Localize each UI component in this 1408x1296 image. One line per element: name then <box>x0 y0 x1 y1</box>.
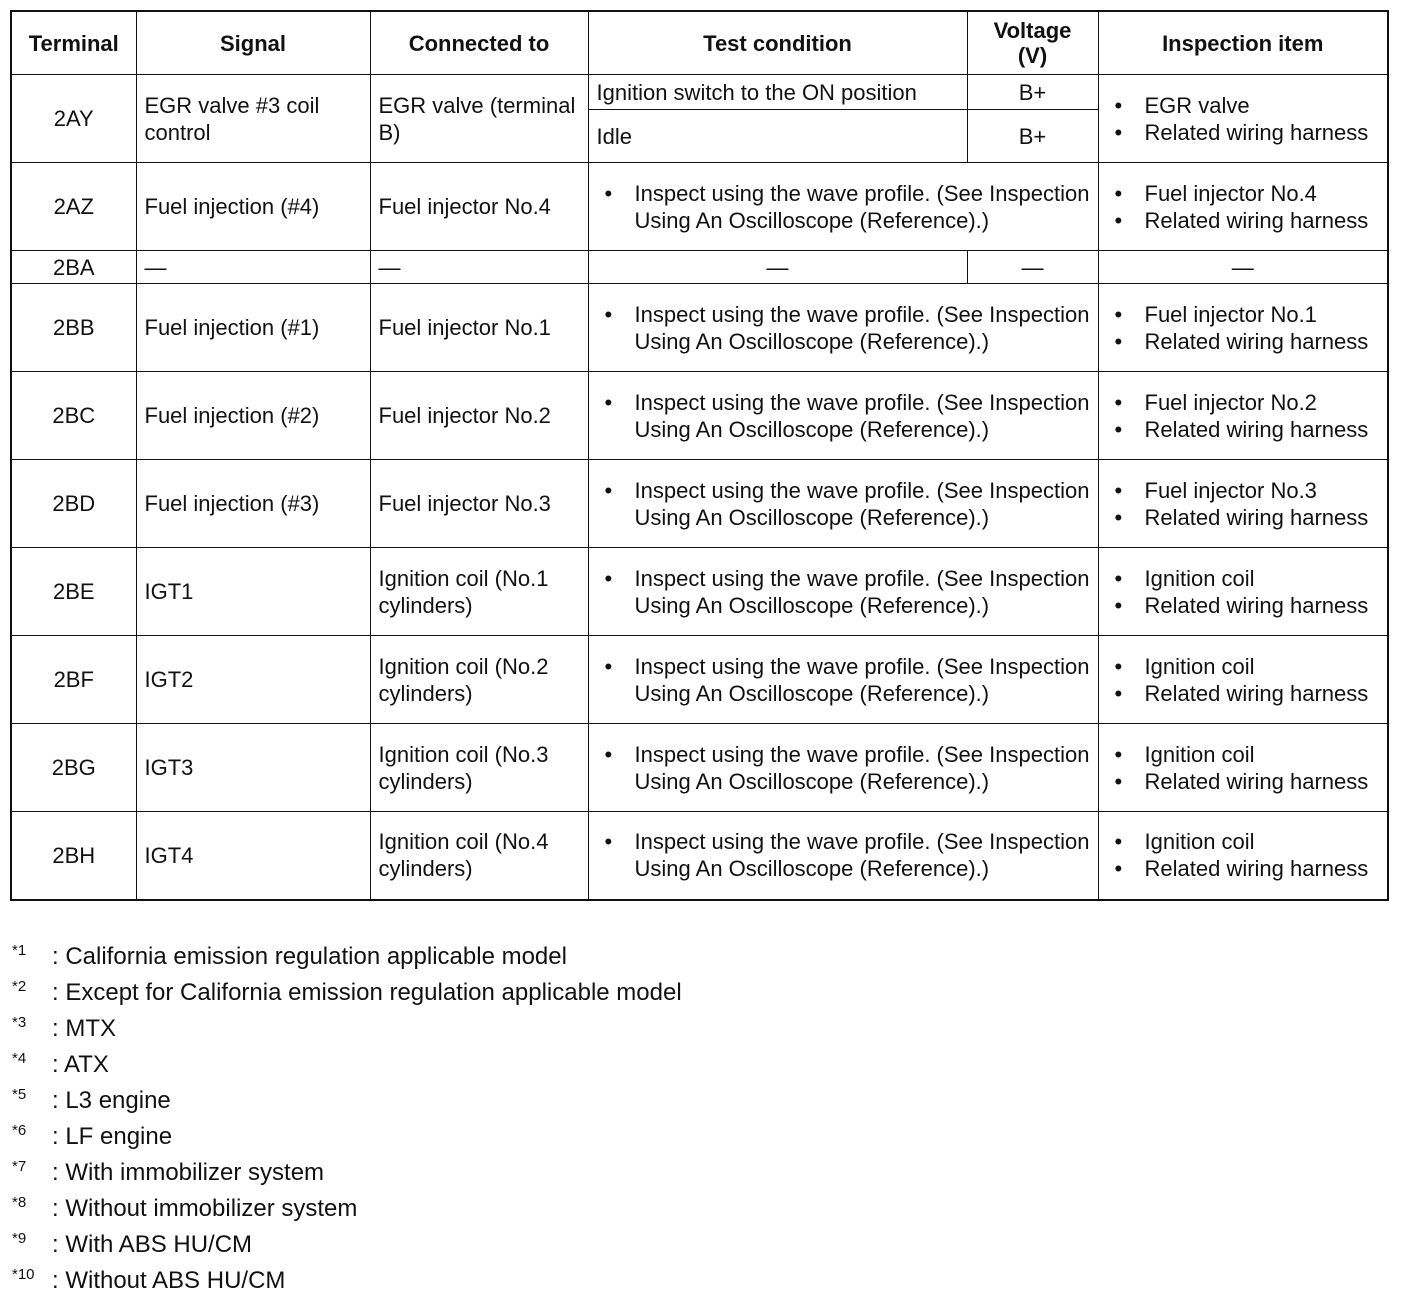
header-row <box>11 11 1388 75</box>
column-header: Terminal <box>11 11 136 75</box>
bullet-item: • Related wiring harness <box>1145 328 1380 355</box>
table-cell: Ignition coil (No.3 cylinders) <box>370 724 588 812</box>
footnote-mark: *6 <box>12 1122 27 1139</box>
table-cell <box>1098 460 1388 548</box>
footnote <box>12 1008 682 1044</box>
table-cell: Fuel injector No.1 <box>370 284 588 372</box>
table-cell: B+ <box>967 75 1098 110</box>
bullet-item: • Inspect using the wave profile. (See Inspection Using An Oscilloscope (Reference).) <box>635 741 1090 795</box>
table-cell: EGR valve (terminal B) <box>370 75 588 163</box>
footnote-text: : L3 engine <box>52 1087 171 1114</box>
footnote <box>12 1044 682 1080</box>
footnote-mark: *1 <box>12 942 27 959</box>
footnote-text: : Except for California emission regulation applicable model <box>52 979 682 1006</box>
footnote-mark: *4 <box>12 1050 27 1067</box>
bullet-item: • Related wiring harness <box>1145 680 1380 707</box>
footnote <box>12 1224 682 1260</box>
table-cell: 2BD <box>11 460 136 548</box>
table-cell: B+ <box>967 110 1098 163</box>
footnote-text: : Without ABS HU/CM <box>52 1267 286 1294</box>
table-cell: 2BH <box>11 812 136 900</box>
table-row <box>11 812 1388 900</box>
table-cell: IGT3 <box>136 724 370 812</box>
table-cell: Fuel injection (#4) <box>136 163 370 251</box>
table-row <box>11 636 1388 724</box>
footnote <box>12 1080 682 1116</box>
footnote <box>12 1260 682 1296</box>
table-cell <box>588 548 1098 636</box>
footnote-mark: *8 <box>12 1194 27 1211</box>
table-cell: 2BF <box>11 636 136 724</box>
bullet-item: • Inspect using the wave profile. (See Inspection Using An Oscilloscope (Reference).) <box>635 653 1090 707</box>
table-cell <box>1098 812 1388 900</box>
table-cell <box>1098 724 1388 812</box>
terminal-table <box>10 10 1389 901</box>
bullet-item: • Related wiring harness <box>1145 504 1380 531</box>
table-cell <box>588 460 1098 548</box>
footnote-text: : MTX <box>52 1015 116 1042</box>
footnote-mark: *7 <box>12 1158 27 1175</box>
footnote-mark: *5 <box>12 1086 27 1103</box>
bullet-item: • Ignition coil <box>1145 828 1380 855</box>
table-cell: Fuel injection (#2) <box>136 372 370 460</box>
bullet-item: • Related wiring harness <box>1145 119 1380 146</box>
footnote <box>12 1188 682 1224</box>
bullet-item: • Fuel injector No.1 <box>1145 301 1380 328</box>
bullet-item: • Related wiring harness <box>1145 416 1380 443</box>
table-cell: 2BC <box>11 372 136 460</box>
bullet-item: • Inspect using the wave profile. (See Inspection Using An Oscilloscope (Reference).) <box>635 180 1090 234</box>
table-cell: 2BG <box>11 724 136 812</box>
table-cell <box>588 372 1098 460</box>
bullet-item: • Ignition coil <box>1145 565 1380 592</box>
table-row <box>11 460 1388 548</box>
table-cell: Ignition coil (No.2 cylinders) <box>370 636 588 724</box>
footnote-mark: *2 <box>12 978 27 995</box>
bullet-item: • Ignition coil <box>1145 653 1380 680</box>
table-cell: 2BE <box>11 548 136 636</box>
column-header: Signal <box>136 11 370 75</box>
bullet-item: • Inspect using the wave profile. (See Inspection Using An Oscilloscope (Reference).) <box>635 301 1090 355</box>
bullet-item: • Fuel injector No.3 <box>1145 477 1380 504</box>
bullet-item: • Related wiring harness <box>1145 592 1380 619</box>
table-cell: Idle <box>588 110 967 163</box>
footnotes <box>12 936 682 1296</box>
bullet-item: • Related wiring harness <box>1145 855 1380 882</box>
table-cell <box>1098 636 1388 724</box>
footnote-mark: *9 <box>12 1230 27 1247</box>
table-row <box>11 163 1388 251</box>
footnote <box>12 1116 682 1152</box>
table-cell: Ignition switch to the ON position <box>588 75 967 110</box>
footnote-text: : ATX <box>52 1051 109 1078</box>
table-cell: 2AY <box>11 75 136 163</box>
bullet-item: • Fuel injector No.2 <box>1145 389 1380 416</box>
table-cell: Fuel injector No.4 <box>370 163 588 251</box>
table-row <box>11 284 1388 372</box>
column-header: Inspection item <box>1098 11 1388 75</box>
bullet-item: • Inspect using the wave profile. (See Inspection Using An Oscilloscope (Reference).) <box>635 565 1090 619</box>
table-cell: Fuel injector No.2 <box>370 372 588 460</box>
bullet-item: • Ignition coil <box>1145 741 1380 768</box>
bullet-item: • Related wiring harness <box>1145 768 1380 795</box>
table-cell: — <box>1098 251 1388 284</box>
table-cell: — <box>370 251 588 284</box>
table-row <box>11 251 1388 284</box>
footnote-text: : Without immobilizer system <box>52 1195 358 1222</box>
column-header: Test condition <box>588 11 967 75</box>
bullet-item: • EGR valve <box>1145 92 1380 119</box>
footnote-text: : California emission regulation applicable model <box>52 943 567 970</box>
table-cell: Fuel injection (#1) <box>136 284 370 372</box>
table-cell <box>1098 284 1388 372</box>
table-cell <box>588 284 1098 372</box>
footnote-mark: *10 <box>12 1266 35 1283</box>
footnote-text: : With ABS HU/CM <box>52 1231 253 1258</box>
table-cell: 2BB <box>11 284 136 372</box>
table-cell: — <box>588 251 967 284</box>
bullet-item: • Related wiring harness <box>1145 207 1380 234</box>
table-cell <box>588 724 1098 812</box>
table-cell: Fuel injector No.3 <box>370 460 588 548</box>
table-row <box>11 75 1388 110</box>
bullet-item: • Inspect using the wave profile. (See Inspection Using An Oscilloscope (Reference).) <box>635 389 1090 443</box>
footnote-text: : LF engine <box>52 1123 173 1150</box>
table-cell <box>588 636 1098 724</box>
bullet-item: • Inspect using the wave profile. (See Inspection Using An Oscilloscope (Reference).) <box>635 477 1090 531</box>
table-cell: IGT1 <box>136 548 370 636</box>
footnote-text: : With immobilizer system <box>52 1159 325 1186</box>
column-header: Connected to <box>370 11 588 75</box>
table-cell <box>1098 548 1388 636</box>
table-cell <box>1098 163 1388 251</box>
table-cell <box>588 163 1098 251</box>
column-header: Voltage (V) <box>967 11 1098 75</box>
table-cell: 2BA <box>11 251 136 284</box>
table-cell <box>588 812 1098 900</box>
table-cell: Ignition coil (No.1 cylinders) <box>370 548 588 636</box>
table-cell: 2AZ <box>11 163 136 251</box>
footnote <box>12 972 682 1008</box>
footnote <box>12 936 682 972</box>
table-cell: IGT2 <box>136 636 370 724</box>
table-row <box>11 372 1388 460</box>
table-cell <box>1098 372 1388 460</box>
bullet-item: • Inspect using the wave profile. (See Inspection Using An Oscilloscope (Reference).) <box>635 828 1090 882</box>
table-cell <box>1098 75 1388 163</box>
bullet-item: • Fuel injector No.4 <box>1145 180 1380 207</box>
footnote-mark: *3 <box>12 1014 27 1031</box>
footnote <box>12 1152 682 1188</box>
table-cell: EGR valve #3 coil control <box>136 75 370 163</box>
table-row <box>11 548 1388 636</box>
table-cell: Fuel injection (#3) <box>136 460 370 548</box>
table-row <box>11 724 1388 812</box>
table-cell: — <box>967 251 1098 284</box>
table-cell: Ignition coil (No.4 cylinders) <box>370 812 588 900</box>
table-cell: — <box>136 251 370 284</box>
table-cell: IGT4 <box>136 812 370 900</box>
